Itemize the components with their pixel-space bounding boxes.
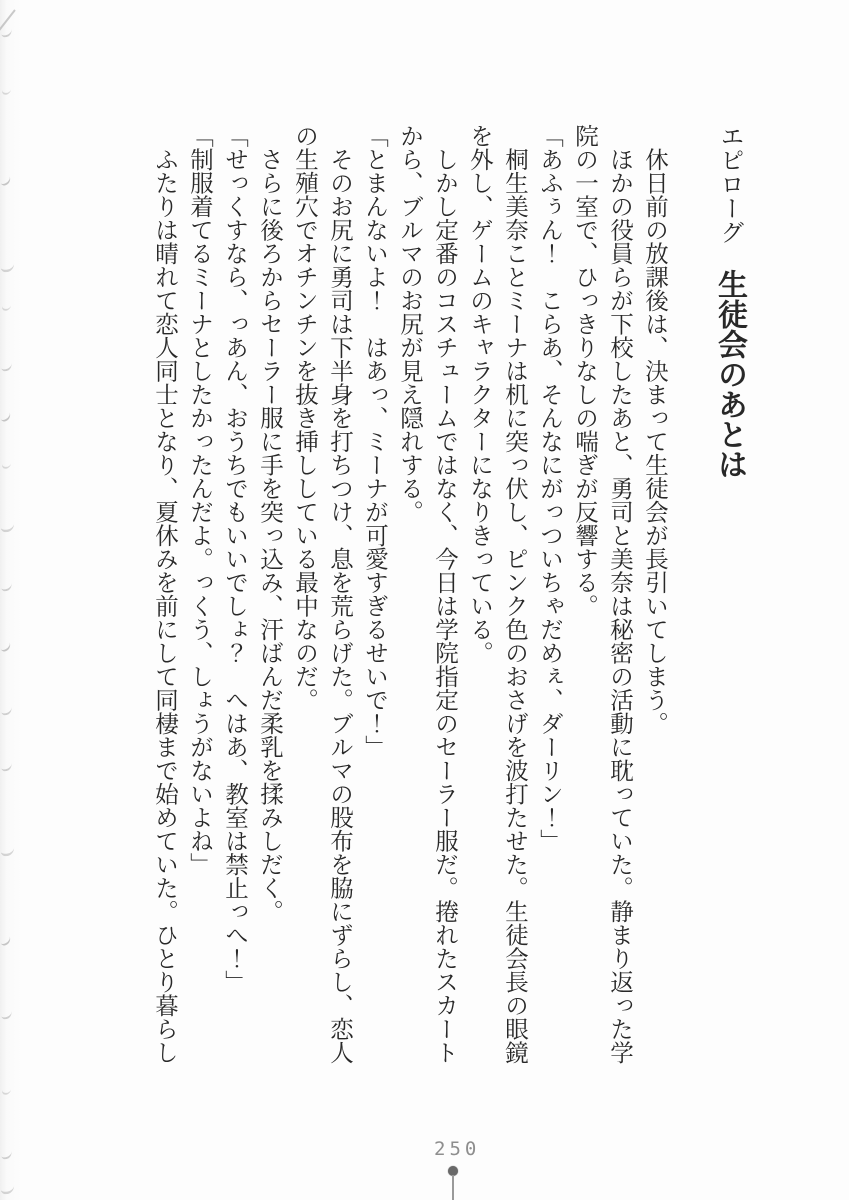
scan-mark: [0, 705, 13, 716]
scan-mark: [0, 174, 12, 187]
scan-mark: [0, 844, 15, 856]
chapter-title: [708, 124, 750, 1086]
text-column: 「せっくすなら、っあん、おうちでもいいでしょ？ へはあ、教室は禁止っへ！」: [221, 124, 247, 994]
chapter-title-main: 生徒会のあとは: [713, 269, 746, 479]
scan-mark: [0, 260, 15, 272]
scan-mark: [2, 1085, 12, 1095]
text-column: そのお尻に勇司は下半身を打ちつけ、息を荒らげた。ブルマの股布を脇にずらし、恋人: [326, 124, 352, 1064]
text-column: 休日前の放課後は、決まって生徒会が長引いてしまう。: [641, 124, 667, 735]
text-column: 院の一室で、ひっきりなしの喘ぎが反響する。: [571, 124, 597, 618]
scan-mark: [2, 301, 12, 311]
scan-mark: [0, 761, 13, 772]
text-column: 「あふぅん！ こらあ、そんなにがっついちゃだめぇ、ダーリン！」: [536, 124, 562, 853]
scan-mark: [0, 361, 13, 372]
text-column: の生殖穴でオチンチンを抜き挿ししている最中なのだ。: [291, 124, 317, 712]
scan-mark: [0, 410, 12, 423]
text-column: しかし定番のコスチュームではなく、今日は学院指定のセーラー服だ。捲れたスカート: [431, 124, 457, 1064]
scan-mark: [0, 934, 12, 947]
binding-mark-line: [452, 1175, 454, 1200]
scan-mark: [0, 640, 12, 653]
text-column: 「とまんないよ！ はあっ、ミーナが可愛すぎるせいで！」: [361, 124, 387, 759]
scan-mark: [0, 520, 15, 532]
text-column: から、ブルマのお尻が見え隠れする。: [396, 124, 422, 524]
scan-mark: [0, 1009, 13, 1020]
page-text: [146, 124, 750, 1086]
text-column: を外し、ゲームのキャラクターになりきっている。: [466, 124, 492, 665]
text-column: さらに後ろからセーラー服に手を突っ込み、汗ばんだ柔乳を揉みしだく。: [256, 124, 282, 923]
scan-mark: [0, 1182, 15, 1194]
page-number: 250: [434, 1138, 481, 1160]
scan-mark: [2, 85, 12, 95]
text-column: 桐生美奈ことミーナは机に突っ伏し、ピンク色のおさげを波打たせた。生徒会長の眼鏡: [501, 124, 527, 1064]
chapter-title-prefix: エピローグ: [716, 124, 742, 244]
text-column: 「制服着てるミーナとしたかったんだよ。っくう、しょうがないよね」: [186, 124, 212, 876]
scan-mark: [0, 27, 13, 38]
scan-mark: [2, 459, 12, 469]
text-column: ふたりは晴れて恋人同士となり、夏休みを前にして同棲まで始めていた。ひとり暮らし: [151, 124, 177, 1064]
text-column: ほかの役員らが下校したあと、勇司と美奈は秘密の活動に耽っていた。静まり返った学: [606, 124, 632, 1064]
scan-mark: [0, 581, 13, 592]
scan-mark: [0, 1149, 13, 1160]
